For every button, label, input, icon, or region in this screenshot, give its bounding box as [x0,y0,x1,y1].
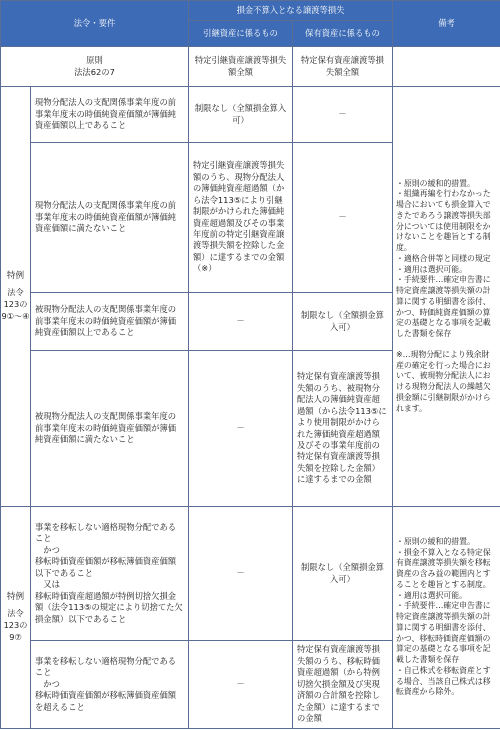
special1-note-3: ・適格合併等と同様の規定 [396,253,491,263]
special1-transfer-3: － [189,293,293,351]
special1-note-1: ・原則の緩和的措置。 [396,178,475,188]
special1-remarks [393,87,500,507]
special2-cond-1-line-3: 移転時価資産価額が移転簿価資産価額以下であること [35,556,177,578]
special1-cond-2: 現物分配法人の支配関係事業年度の前事業年度末の時価純資産価額が簿価純資産価額に満たないこと [31,143,189,293]
special1-note-7: ※…現物分配により残余財産の確定を行った場合において、被現物分配法人における現物分配法人の繰越欠損金額に引継制限がかけられます。 [396,349,491,413]
special2-cond-1-line-2: かつ [35,544,60,555]
special1-note-2: ・組織再編を行わなかった場合においても損金算入できたであろう譲渡等損失部分については使用制限をかけないことを趣旨とする制度。 [396,189,491,253]
special2-cond-2-line-1: 事業を移転しない適格現物分配であること [35,655,177,678]
special2-cond-2 [31,641,189,729]
principle-remarks [393,47,500,87]
special2-cond-1-line-4: 又は [35,579,60,590]
principle-title: 原則 [86,55,103,66]
special1-note-spacer [396,340,497,350]
special1-title: 特例 [6,271,25,282]
special1-held-3: 制限なし（全額損金算入可） [293,293,393,351]
principle-label [1,47,189,87]
special1-held-4: 特定保有資産譲渡等損失額のうち、被現物分配法人の簿価純資産超過額（から法令113⑤により使用制限がかけられた簿価純資産超過額及びその事業年度前の特定保有資産譲渡等損失額を控除した金額）に達するまでの金額 [293,351,393,507]
special2-label [1,507,31,729]
special2-title: 特例 [6,592,25,603]
special1-transfer-4: － [189,351,293,507]
special2-transfer-2: － [189,641,293,729]
header-loss-group: 損金不算入となる譲渡等損失 [189,1,393,21]
special2-note-3: ・適用は選択可能。 [396,590,468,600]
principle-held-loss: 特定保有資産譲渡等損失額全額 [293,47,393,87]
special1-held-1: － [293,87,393,143]
special1-held-2: － [293,143,393,293]
special1-label [1,87,31,507]
special1-transfer-2: 特定引継資産譲渡等損失額のうち、現物分配法人の簿価純資産超過額（から法令113⑤により引継制限がかけられた簿価純資産超過額及びその事業年度前の特定引継資産譲渡等損失額を控除した金額）に達するまでの金額（※） [189,143,293,293]
special1-transfer-1: 制限なし（全額損金算入可） [189,87,293,143]
special1-cond-1: 現物分配法人の支配関係事業年度の前事業年度末の時価純資産価額が簿価純資産価額以上であること [31,87,189,143]
special1-ref: 法令123の9①～④ [1,286,30,321]
special2-note-2: ・損金不算入となる特定保有資産譲渡等損失額を移転資産の含み益の範囲内とすることを趣旨とする制度。 [396,547,491,589]
principle-ref: 法法62の7 [74,66,115,77]
special1-note-4: ・適用は選択可能。 [396,264,468,274]
special2-transfer-1: － [189,507,293,641]
special2-remarks [393,507,500,729]
principle-transfer-loss: 特定引継資産譲渡等損失額全額 [189,47,293,87]
special2-ref: 法令123の9⑦ [3,607,28,642]
special2-held-1: 制限なし（全額損金算入可） [293,507,393,641]
special2-cond-1 [31,507,189,641]
header-transfer-assets: 引継資産に係るもの [189,21,293,47]
special2-note-4: ・手続要件…確定申告書に特定資産譲渡等損失額の計算に関する明細書を添付、かつ、移転時価資産価額の算定の基礎となる事項を記載した書類を保存 [396,601,491,665]
special2-cond-1-line-5: 移転時価資産超過額が特例切捨欠損金額（法令113⑤の規定により切捨てた欠損金額）以下であること [35,590,183,624]
special1-cond-3: 被現物分配法人の支配関係事業年度の前事業年度末の時価純資産価額が簿価純資産価額以上であること [31,293,189,351]
special1-note-5: ・手続要件…確定申告書に特定資産譲渡等損失額の計算に関する明細書を添付、かつ、時価純資産価額の算定の基礎となる事項を記載した書類を保存 [396,275,491,339]
special2-note-1: ・原則の緩和的措置。 [396,536,475,546]
header-remarks: 備考 [393,1,500,47]
special2-held-2: 特定保有資産譲渡等損失額のうち、移転時価資産超過額（から特例切捨欠損金額及び実現済額の合計額を控除した金額）に達するまでの金額 [293,641,393,729]
special2-cond-2-line-2: かつ [35,678,60,689]
special2-cond-2-line-3: 移転時価資産価額が移転簿価資産価額を超えること [35,690,177,712]
header-law-requirement: 法令・要件 [1,1,189,47]
special2-note-5: ・自己株式を移転資産とする場合、当該自己株式は移転資産から除外。 [396,665,491,697]
special1-cond-4: 被現物分配法人の支配関係事業年度の前事業年度末の時価純資産価額が簿価純資産価額に満たないこと [31,351,189,507]
header-held-assets: 保有資産に係るもの [293,21,393,47]
special2-cond-1-line-1: 事業を移転しない適格現物分配であること [35,522,177,544]
